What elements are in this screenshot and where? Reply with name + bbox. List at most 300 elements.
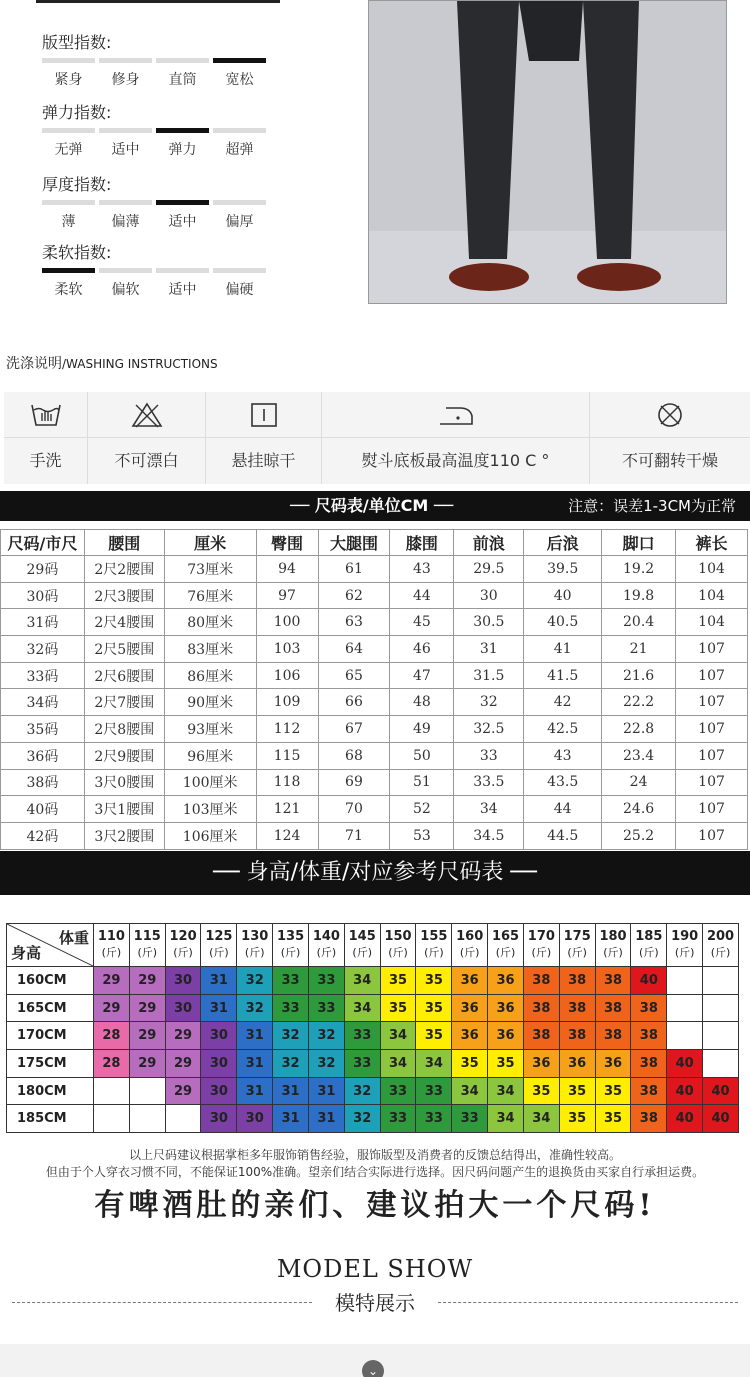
weight-header-cell	[237, 924, 273, 967]
no-tumble-dry-icon	[590, 392, 750, 438]
table-row	[7, 1022, 739, 1050]
index-bar	[213, 268, 266, 273]
weight-header-cell	[273, 924, 309, 967]
table-row	[1, 609, 748, 636]
size-cell: 86厘米	[164, 662, 256, 689]
size-cell: 2尺6腰围	[84, 662, 164, 689]
weight-unit: (斤)	[603, 946, 623, 959]
index-option: 偏软	[111, 282, 140, 298]
size-cell: 107	[676, 796, 748, 823]
wash-item-bleach	[88, 392, 206, 484]
size-recommend-cell: 36	[523, 1050, 559, 1078]
size-recommend-cell: 40	[631, 967, 667, 995]
index-option: 偏薄	[111, 214, 140, 230]
size-recommend-cell	[94, 1105, 130, 1133]
size-recommend-cell: 34	[344, 994, 380, 1022]
size-recommend-cell: 36	[559, 1050, 595, 1078]
size-cell: 23.4	[602, 742, 676, 769]
index-option: 修身	[111, 72, 140, 88]
size-recommend-cell: 36	[452, 1022, 488, 1050]
size-cell: 42	[524, 689, 602, 716]
index-bar	[156, 128, 209, 133]
table-row	[7, 1105, 739, 1133]
size-recommend-cell: 38	[631, 1077, 667, 1105]
weight-value: 190	[671, 929, 699, 944]
size-cell: 52	[390, 796, 454, 823]
weight-value: 155	[420, 929, 448, 944]
weight-header-cell	[488, 924, 524, 967]
size-recommend-cell: 31	[201, 994, 237, 1022]
size-recommend-cell: 31	[308, 1105, 344, 1133]
size-cell: 68	[318, 742, 390, 769]
index-bar	[99, 200, 152, 205]
weight-header-cell	[523, 924, 559, 967]
size-recommend-cell: 34	[380, 1022, 416, 1050]
size-cell: 19.8	[602, 582, 676, 609]
size-recommend-cell: 31	[237, 1050, 273, 1078]
index-block	[42, 172, 266, 231]
size-recommend-cell: 33	[416, 1077, 452, 1105]
size-cell: 64	[318, 636, 390, 663]
index-option: 紧身	[54, 72, 83, 88]
size-recommend-cell: 32	[308, 1050, 344, 1078]
index-option: 弹力	[168, 142, 197, 158]
size-cell: 36码	[1, 742, 85, 769]
wash-label: 不可翻转干燥	[621, 451, 718, 470]
size-cell: 93厘米	[164, 716, 256, 743]
size-recommend-cell: 36	[452, 994, 488, 1022]
size-recommend-cell: 29	[94, 967, 130, 995]
size-cell: 3尺0腰围	[84, 769, 164, 796]
size-recommend-cell: 34	[488, 1105, 524, 1133]
size-chart-note: 注意：误差1-3CM为正常	[568, 497, 736, 515]
size-cell: 34码	[1, 689, 85, 716]
weight-header-cell	[703, 924, 739, 967]
index-option: 偏硬	[225, 282, 254, 298]
height-cell: 175CM	[7, 1050, 94, 1078]
size-cell: 2尺7腰围	[84, 689, 164, 716]
index-option: 超弹	[225, 142, 254, 158]
weight-header-cell	[595, 924, 631, 967]
size-recommend-cell: 34	[523, 1105, 559, 1133]
size-recommend-cell: 33	[380, 1077, 416, 1105]
size-cell: 32.5	[454, 716, 524, 743]
size-recommend-cell	[667, 994, 703, 1022]
size-header-cell: 尺码/市尺	[1, 530, 85, 556]
weight-header-cell	[667, 924, 703, 967]
size-recommend-cell: 40	[703, 1105, 739, 1133]
size-recommend-cell: 38	[523, 967, 559, 995]
size-recommend-cell: 34	[488, 1077, 524, 1105]
size-recommend-cell: 32	[237, 967, 273, 995]
size-cell: 83厘米	[164, 636, 256, 663]
weight-value: 140	[312, 929, 340, 944]
weight-header-cell	[416, 924, 452, 967]
size-recommend-cell: 29	[165, 1077, 201, 1105]
size-cell: 53	[390, 822, 454, 849]
size-cell: 96厘米	[164, 742, 256, 769]
size-cell: 42码	[1, 822, 85, 849]
size-cell: 63	[318, 609, 390, 636]
weight-unit: (斤)	[424, 946, 444, 959]
size-cell: 103厘米	[164, 796, 256, 823]
size-cell: 40.5	[524, 609, 602, 636]
size-cell: 21	[602, 636, 676, 663]
size-recommend-cell	[703, 1022, 739, 1050]
size-cell: 104	[676, 556, 748, 583]
index-bar	[42, 200, 95, 205]
index-block	[42, 30, 266, 89]
size-cell: 30	[454, 582, 524, 609]
weight-unit: (斤)	[137, 946, 158, 959]
size-cell: 107	[676, 716, 748, 743]
size-recommend-cell: 38	[559, 994, 595, 1022]
size-cell: 39.5	[524, 556, 602, 583]
index-label: 柔软指数:	[42, 243, 112, 262]
weight-header-cell	[308, 924, 344, 967]
size-recommend-cell: 31	[237, 1022, 273, 1050]
index-option: 无弹	[54, 142, 83, 158]
size-cell: 76厘米	[164, 582, 256, 609]
wash-item-hang	[206, 392, 322, 484]
weight-unit: (斤)	[459, 946, 480, 959]
hang-dry-icon	[206, 392, 321, 438]
table-row	[1, 689, 748, 716]
no-bleach-icon	[88, 392, 205, 438]
size-recommend-cell: 35	[416, 1022, 452, 1050]
size-cell: 2尺4腰围	[84, 609, 164, 636]
weight-unit: (斤)	[352, 946, 372, 959]
size-recommend-cell: 36	[452, 967, 488, 995]
size-recommend-cell: 38	[523, 994, 559, 1022]
index-options	[42, 279, 266, 299]
size-cell: 24	[602, 769, 676, 796]
weight-value: 200	[706, 929, 735, 944]
height-cell: 165CM	[7, 994, 94, 1022]
size-cell: 40码	[1, 796, 85, 823]
size-cell: 112	[256, 716, 318, 743]
size-recommend-cell: 35	[559, 1105, 595, 1133]
model-pants-photo	[368, 0, 727, 304]
wash-item-iron	[322, 392, 590, 484]
size-cell: 45	[390, 609, 454, 636]
size-cell: 3尺2腰围	[84, 822, 164, 849]
table-row	[1, 636, 748, 663]
index-bars	[42, 128, 266, 133]
size-recommend-cell: 38	[631, 1105, 667, 1133]
index-option: 宽松	[225, 72, 254, 88]
size-recommend-cell: 28	[94, 1022, 130, 1050]
scroll-down-icon[interactable]: ⌄	[362, 1360, 384, 1377]
weight-value: 130	[241, 929, 269, 944]
size-cell: 30码	[1, 582, 85, 609]
size-recommend-cell: 33	[416, 1105, 452, 1133]
index-label: 厚度指数:	[42, 175, 112, 194]
weight-header-cell	[344, 924, 380, 967]
size-cell: 38码	[1, 769, 85, 796]
size-header-cell: 膝围	[390, 530, 454, 556]
size-recommend-cell: 35	[380, 967, 416, 995]
size-cell: 34	[454, 796, 524, 823]
size-recommend-cell: 33	[380, 1105, 416, 1133]
washing-grid	[4, 392, 750, 484]
table-row	[1, 796, 748, 823]
index-option: 薄	[61, 214, 76, 230]
weight-value: 160	[456, 929, 484, 944]
size-recommend-cell: 29	[165, 1022, 201, 1050]
size-recommend-cell: 35	[595, 1105, 631, 1133]
size-recommend-cell: 29	[94, 994, 130, 1022]
size-recommend-cell: 34	[344, 967, 380, 995]
size-recommend-cell: 33	[273, 967, 309, 995]
size-cell: 32	[454, 689, 524, 716]
weight-value: 115	[133, 929, 161, 944]
size-cell: 100厘米	[164, 769, 256, 796]
size-cell: 2尺2腰围	[84, 556, 164, 583]
weight-value: 180	[599, 929, 627, 944]
size-recommend-cell: 29	[165, 1050, 201, 1078]
index-option: 偏厚	[225, 214, 254, 230]
size-header-cell: 腰围	[84, 530, 164, 556]
size-recommend-cell: 31	[201, 967, 237, 995]
weight-value: 120	[169, 929, 197, 944]
weight-header-cell	[129, 924, 165, 967]
index-options	[42, 69, 266, 89]
size-cell: 2尺5腰围	[84, 636, 164, 663]
size-recommend-cell: 34	[380, 1050, 416, 1078]
weight-value: 125	[205, 929, 233, 944]
size-recommend-cell: 33	[452, 1105, 488, 1133]
size-recommend-cell: 40	[667, 1077, 703, 1105]
size-cell: 44	[524, 796, 602, 823]
size-header-row	[1, 530, 748, 556]
weight-header-cell	[452, 924, 488, 967]
weight-header-cell	[380, 924, 416, 967]
size-recommend-cell: 30	[165, 967, 201, 995]
size-cell: 106	[256, 662, 318, 689]
size-recommend-cell: 38	[559, 967, 595, 995]
size-cell: 34.5	[454, 822, 524, 849]
size-cell: 103	[256, 636, 318, 663]
size-cell: 107	[676, 742, 748, 769]
size-cell: 50	[390, 742, 454, 769]
pants-illustration	[369, 1, 727, 304]
size-recommend-cell: 35	[380, 994, 416, 1022]
index-bar	[213, 128, 266, 133]
size-chart-title: ── 尺码表/单位CM ──	[290, 496, 454, 515]
weight-value: 150	[384, 929, 412, 944]
size-cell: 107	[676, 822, 748, 849]
index-bar	[156, 268, 209, 273]
size-recommend-cell: 31	[273, 1077, 309, 1105]
weight-header-cell	[631, 924, 667, 967]
size-cell: 24.6	[602, 796, 676, 823]
index-bars	[42, 268, 266, 273]
weight-header-cell	[559, 924, 595, 967]
weight-value: 135	[276, 929, 305, 944]
size-header-cell: 厘米	[164, 530, 256, 556]
wash-item-hand	[4, 392, 88, 484]
weight-value: 110	[97, 929, 125, 944]
size-recommend-cell	[129, 1077, 165, 1105]
size-cell: 43.5	[524, 769, 602, 796]
size-cell: 20.4	[602, 609, 676, 636]
size-cell: 51	[390, 769, 454, 796]
index-label: 弹力指数:	[42, 103, 112, 122]
index-bars	[42, 200, 266, 205]
size-cell: 29.5	[454, 556, 524, 583]
size-cell: 41	[524, 636, 602, 663]
size-cell: 47	[390, 662, 454, 689]
size-recommend-cell: 30	[201, 1105, 237, 1133]
size-cell: 66	[318, 689, 390, 716]
height-cell: 160CM	[7, 967, 94, 995]
size-cell: 21.6	[602, 662, 676, 689]
weight-value: 145	[348, 929, 376, 944]
size-recommend-cell: 33	[308, 994, 344, 1022]
size-cell: 35码	[1, 716, 85, 743]
size-recommend-cell	[165, 1105, 201, 1133]
size-cell: 33.5	[454, 769, 524, 796]
index-bar	[99, 268, 152, 273]
weight-unit: (斤)	[173, 946, 193, 959]
size-cell: 97	[256, 582, 318, 609]
size-recommend-cell: 35	[523, 1077, 559, 1105]
size-recommend-cell: 31	[237, 1077, 273, 1105]
weight-header-cell	[201, 924, 237, 967]
size-cell: 22.8	[602, 716, 676, 743]
size-cell: 2尺9腰围	[84, 742, 164, 769]
size-recommend-cell: 35	[416, 994, 452, 1022]
size-cell: 25.2	[602, 822, 676, 849]
size-recommend-cell: 31	[273, 1105, 309, 1133]
size-recommend-cell: 30	[165, 994, 201, 1022]
weight-value: 165	[491, 929, 520, 944]
size-cell: 32码	[1, 636, 85, 663]
wash-label: 熨斗底板最高温度110 C °	[361, 451, 550, 470]
height-cell: 180CM	[7, 1077, 94, 1105]
size-chart-header	[0, 491, 750, 521]
table-row	[1, 822, 748, 849]
model-show-subtitle-row	[12, 1288, 738, 1318]
size-cell: 43	[390, 556, 454, 583]
weight-unit: (斤)	[280, 946, 301, 959]
weight-value: 170	[527, 929, 555, 944]
index-block	[42, 240, 266, 299]
size-cell: 42.5	[524, 716, 602, 743]
size-recommend-cell: 36	[595, 1050, 631, 1078]
size-cell: 29码	[1, 556, 85, 583]
size-recommend-cell: 35	[416, 967, 452, 995]
weight-unit: (斤)	[567, 946, 587, 959]
size-recommend-cell: 30	[201, 1050, 237, 1078]
weight-value: 175	[563, 929, 591, 944]
model-show-subtitle: 模特展示	[335, 1291, 415, 1315]
index-block	[42, 100, 266, 159]
weight-corner-label: 体重	[58, 929, 89, 947]
weight-unit: (斤)	[209, 946, 229, 959]
size-recommend-cell: 30	[201, 1077, 237, 1105]
size-cell: 43	[524, 742, 602, 769]
size-recommend-cell	[94, 1077, 130, 1105]
size-cell: 94	[256, 556, 318, 583]
size-recommend-cell: 33	[308, 967, 344, 995]
index-bar	[99, 58, 152, 63]
size-cell: 69	[318, 769, 390, 796]
weight-value: 185	[635, 929, 663, 944]
size-recommend-cell	[667, 967, 703, 995]
size-cell: 61	[318, 556, 390, 583]
size-header-cell: 后浪	[524, 530, 602, 556]
size-cell: 100	[256, 609, 318, 636]
hw-chart-title: ── 身高/体重/对应参考尺码表 ──	[0, 851, 750, 895]
index-bars	[42, 58, 266, 63]
index-bar	[42, 268, 95, 273]
size-cell: 107	[676, 769, 748, 796]
note-line-1: 以上尺码建议根据掌柜多年服饰销售经验，服饰版型及消费者的反馈总结得出，准确性较高。	[128, 1148, 621, 1162]
size-cell: 48	[390, 689, 454, 716]
size-header-cell: 脚口	[602, 530, 676, 556]
index-option: 适中	[168, 282, 197, 298]
size-recommend-cell: 29	[129, 1050, 165, 1078]
size-header-cell: 裤长	[676, 530, 748, 556]
size-recommend-cell: 40	[703, 1077, 739, 1105]
height-corner-label: 身高	[11, 944, 42, 962]
table-row	[7, 994, 739, 1022]
size-cell: 31	[454, 636, 524, 663]
size-cell: 121	[256, 796, 318, 823]
size-cell: 3尺1腰围	[84, 796, 164, 823]
size-recommend-cell: 28	[94, 1050, 130, 1078]
size-cell: 41.5	[524, 662, 602, 689]
size-recommend-cell: 35	[452, 1050, 488, 1078]
index-bar	[156, 200, 209, 205]
washing-title: 洗涤说明/WASHING INSTRUCTIONS	[6, 356, 218, 372]
index-bar	[42, 58, 95, 63]
table-row	[1, 742, 748, 769]
index-option: 适中	[168, 214, 197, 230]
weight-unit: (斤)	[388, 946, 408, 959]
size-cell: 2尺3腰围	[84, 582, 164, 609]
size-recommend-cell: 32	[308, 1022, 344, 1050]
index-options	[42, 139, 266, 159]
size-recommend-cell: 40	[667, 1105, 703, 1133]
size-recommend-cell: 32	[237, 994, 273, 1022]
size-cell: 80厘米	[164, 609, 256, 636]
index-option: 适中	[111, 142, 140, 158]
weight-header-cell	[165, 924, 201, 967]
weight-unit: (斤)	[531, 946, 552, 959]
size-recommend-cell: 32	[344, 1077, 380, 1105]
wash-item-tumble	[590, 392, 750, 484]
size-recommend-cell: 29	[129, 1022, 165, 1050]
index-options	[42, 211, 266, 231]
height-cell: 170CM	[7, 1022, 94, 1050]
size-cell: 107	[676, 662, 748, 689]
size-cell: 124	[256, 822, 318, 849]
weight-unit: (斤)	[674, 946, 695, 959]
size-recommend-cell: 34	[416, 1050, 452, 1078]
size-cell: 44.5	[524, 822, 602, 849]
size-cell: 65	[318, 662, 390, 689]
size-recommend-cell	[667, 1022, 703, 1050]
hw-header-row	[7, 924, 739, 967]
index-bar	[213, 200, 266, 205]
size-header-cell: 前浪	[454, 530, 524, 556]
table-row	[1, 769, 748, 796]
hw-corner-cell	[7, 924, 94, 967]
size-recommend-cell: 29	[129, 967, 165, 995]
